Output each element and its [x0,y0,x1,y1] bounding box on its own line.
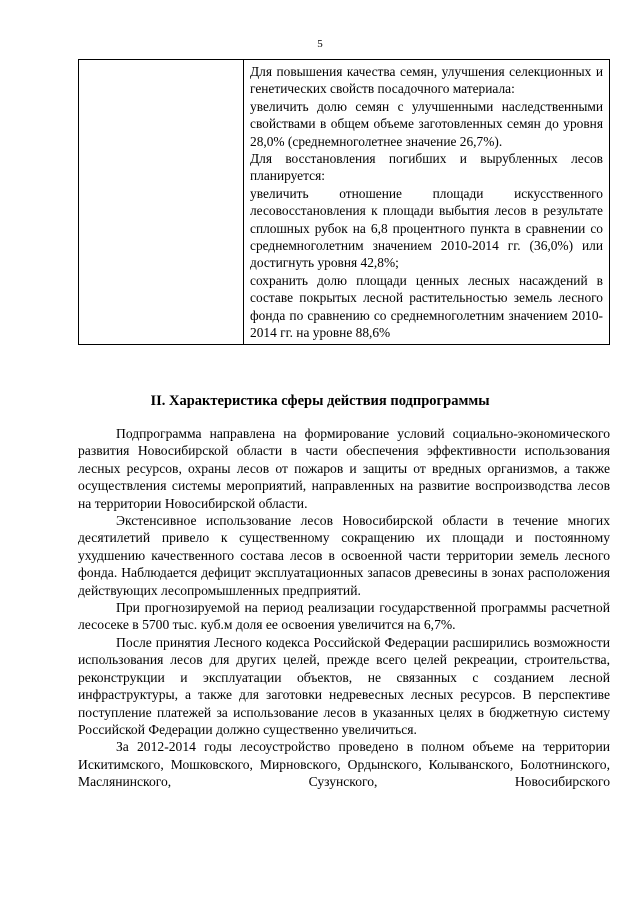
section-title: II. Характеристика сферы действия подпрограммы [150,393,490,409]
page-number: 5 [317,38,323,50]
goals-table [78,59,610,345]
table-paragraph: Для восстановления погибших и вырубленных лесов планируется: [250,151,603,184]
table-right-cell [244,60,610,345]
table-paragraph: увеличить отношение площади искусственного лесовосстановления к площади выбытия лесов в результате сплошных рубок на 6,8 процентного пункта в сравнении со среднемноголетним значением 2010-2014 гг. (36,0%) или достигнуть уровня 42,8%; [250,185,603,271]
table-left-cell [79,60,244,345]
table-paragraph: Для повышения качества семян, улучшения селекционных и генетических свойств посадочного материала: [250,64,603,97]
body-paragraph: Экстенсивное использование лесов Новосибирской области в течение многих десятилетий привело к существенному сокращению их площади и постоянному ухудшению качественного состава лесов в освоенной части территории земель лесного фонда. Наблюдается дефицит эксплуатационных запасов древесины в зонах расположения действующих лесопромышленных предприятий. [78,513,610,598]
body-paragraph: За 2012-2014 годы лесоустройство проведено в полном объеме на территории Искитимского, Мошковского, Мирновского, Ордынского, Колыванского, Болотнинского, Маслянинского, Сузунского, Новосибирского [78,739,610,790]
table-paragraph: увеличить долю семян с улучшенными наследственными свойствами в общем объеме заготовленных семян до уровня 28,0% (среднемноголетнее значение 26,7%). [250,98,603,149]
body-paragraph: При прогнозируемой на период реализации государственной программы расчетной лесосеке в 5700 тыс. куб.м доля ее освоения увеличится на 6,7%. [78,600,610,633]
body-paragraph: Подпрограмма направлена на формирование условий социально-экономического развития Новосибирской области в части обеспечения эффективности использования лесных ресурсов, охраны лесов от пожаров и защиты от вредных организмов, а также осуществления системы мероприятий, направленных на развитие воспроизводства лесов на территории Новосибирской области. [78,426,610,511]
table-row [79,60,610,345]
body-paragraph: После принятия Лесного кодекса Российской Федерации расширились возможности использования лесов для других целей, прежде всего целей рекреации, строительства, реконструкции и эксплуатации объектов, не связанных с созданием лесной инфраструктуры, а также для заготовки недревесных лесных ресурсов. В перспективе поступление платежей за использование лесов в указанных целях в бюджетную систему Российской Федерации должно существенно увеличиться. [78,634,610,737]
table-paragraph: сохранить долю площади ценных лесных насаждений в составе покрытых лесной растительностью земель лесного фонда по сравнению со среднемноголетним значением 2010-2014 гг. на уровне 88,6% [250,272,603,341]
body-text [78,425,610,791]
